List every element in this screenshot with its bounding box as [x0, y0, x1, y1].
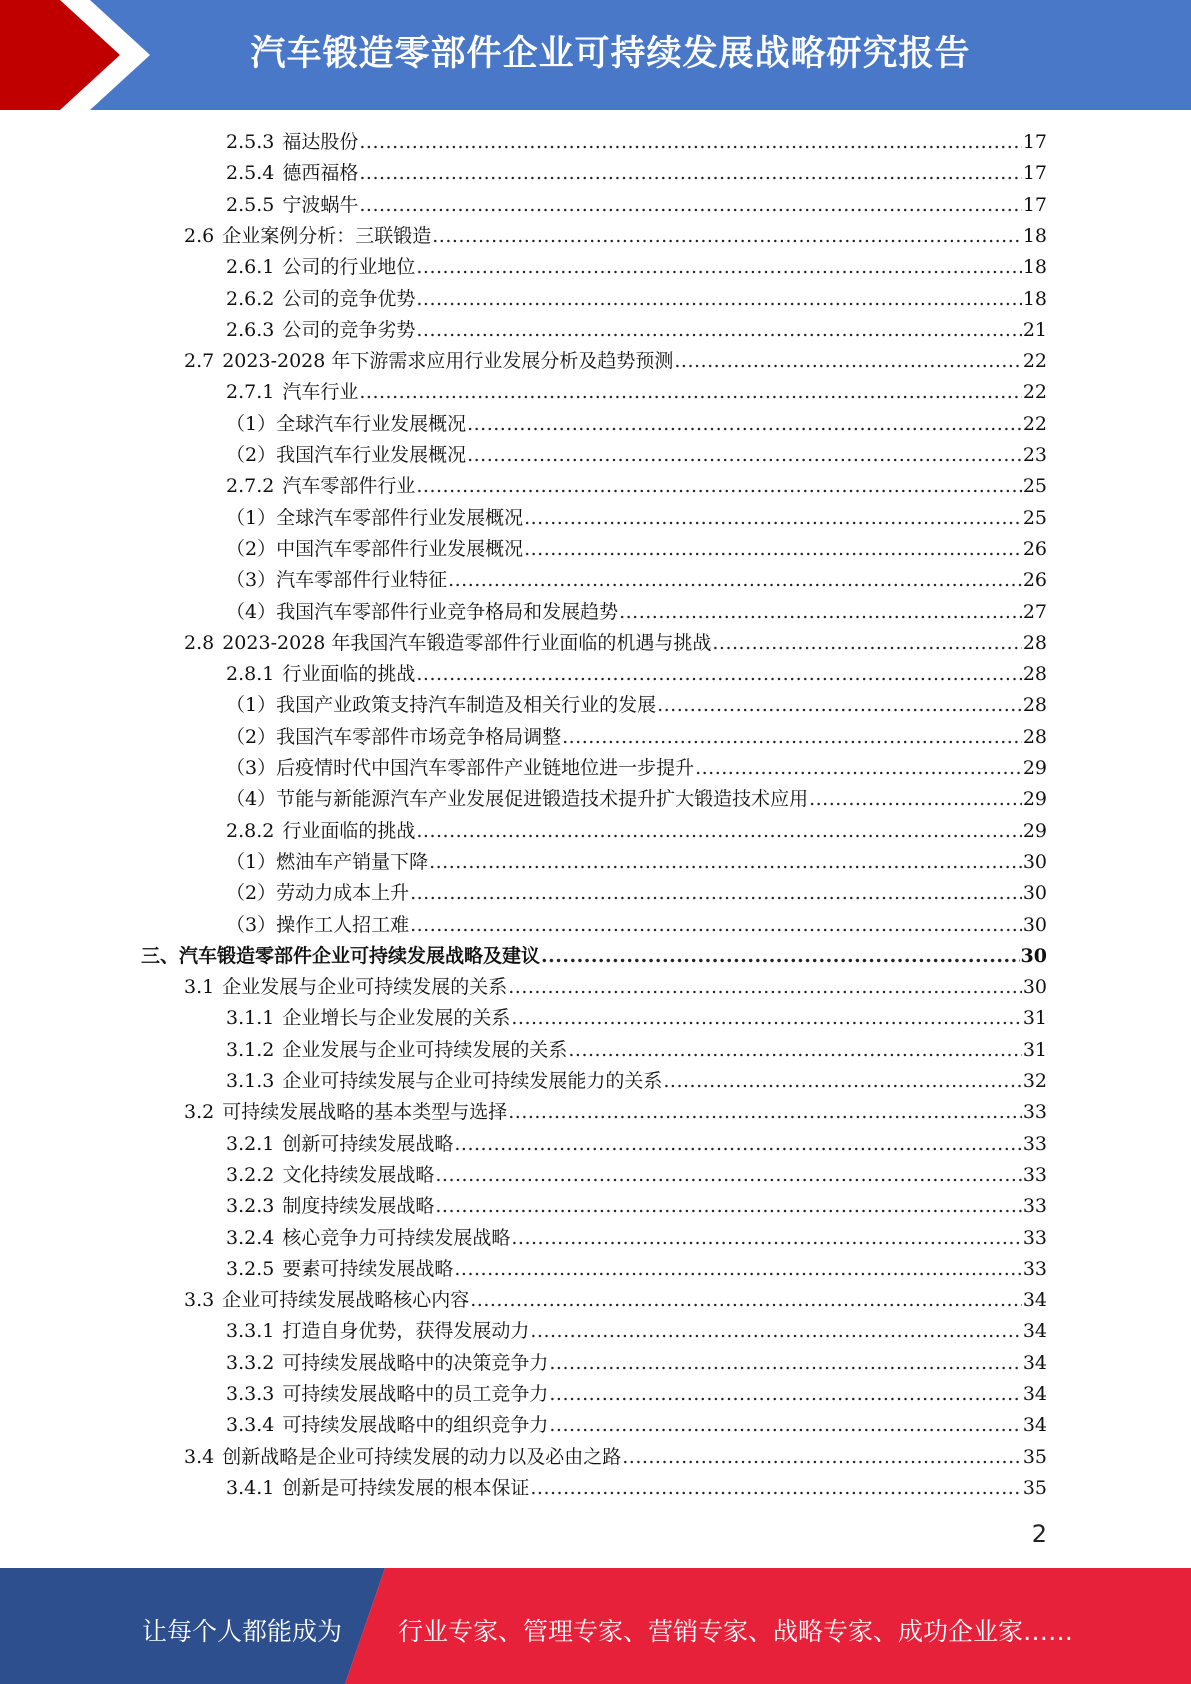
toc-leader-dots — [448, 569, 1022, 591]
toc-entry-number: 3.1.3 — [226, 1070, 275, 1092]
toc-entry[interactable] — [226, 659, 1047, 690]
page-header — [0, 0, 1191, 110]
toc-entry-number: 3.3.1 — [226, 1320, 275, 1343]
toc-entry-page: 34 — [1022, 1351, 1047, 1374]
toc-leader-dots — [511, 1007, 1021, 1029]
toc-entry-title: 行业面临的挑战 — [282, 663, 416, 686]
toc-entry-page: 30 — [1020, 944, 1047, 967]
toc-entry-title: 三、汽车锻造零部件企业可持续发展战略及建议 — [141, 944, 541, 967]
toc-entry-title: 企业可持续发展与企业可持续发展能力的关系 — [282, 1070, 663, 1092]
toc-entry-page: 30 — [1022, 882, 1047, 905]
toc-leader-dots — [511, 1227, 1021, 1249]
toc-entry-title: 制度持续发展战略 — [282, 1195, 435, 1218]
toc-entry-page: 34 — [1022, 1320, 1047, 1343]
toc-leader-dots — [524, 538, 1022, 560]
toc-entry-number: 2.7.1 — [226, 381, 275, 404]
toc-entry-number: 3.2.3 — [226, 1195, 275, 1218]
toc-entry-page: 29 — [1022, 788, 1047, 811]
toc-entry[interactable] — [226, 1160, 1047, 1191]
toc-leader-dots — [435, 1164, 1021, 1186]
toc-entry-title: 可持续发展战略中的组织竞争力 — [282, 1414, 549, 1437]
toc-leader-dots — [416, 820, 1021, 842]
toc-leader-dots — [530, 1477, 1021, 1499]
toc-entry-number: 2.6.2 — [226, 287, 275, 310]
footer-slogan-left: 让每个人都能成为 — [142, 1617, 343, 1646]
toc-entry-page: 21 — [1022, 318, 1047, 341]
toc-entry-title: （1）燃油车产销量下降 — [226, 850, 429, 873]
toc-entry-page: 22 — [1022, 381, 1047, 404]
toc-leader-dots — [429, 851, 1022, 873]
toc-entry[interactable] — [226, 1003, 1047, 1034]
toc-entry-page: 33 — [1022, 1101, 1047, 1124]
toc-entry-number: 2.6 — [184, 224, 215, 247]
toc-entry-page: 29 — [1022, 819, 1047, 842]
toc-entry[interactable] — [226, 722, 1047, 753]
toc-leader-dots — [809, 788, 1022, 810]
toc-entry-number: 2.6.1 — [226, 256, 275, 279]
toc-entry-number: 3.4 — [184, 1445, 215, 1468]
toc-leader-dots — [568, 1039, 1021, 1061]
toc-entry-title: 宁波蜗牛 — [282, 193, 359, 216]
toc-entry-title: （1）我国产业政策支持汽车制造及相关行业的发展 — [226, 694, 657, 717]
toc-entry-page: 34 — [1022, 1289, 1047, 1312]
toc-entry-number: 3.1 — [184, 976, 215, 999]
toc-entry-title: （4）节能与新能源汽车产业发展促进锻造技术提升扩大锻造技术应用 — [226, 788, 809, 811]
toc-entry-title: 要素可持续发展战略 — [282, 1257, 454, 1280]
toc-entry-page: 17 — [1022, 193, 1047, 216]
toc-entry-title: 公司的竞争劣势 — [282, 318, 416, 341]
toc-entry-title: 创新可持续发展战略 — [282, 1132, 454, 1155]
toc-entry-number: 3.1.1 — [226, 1007, 275, 1030]
toc-entry-number: 2.8.2 — [226, 819, 275, 842]
toc-entry-title: （4）我国汽车零部件行业竞争格局和发展趋势 — [226, 600, 619, 623]
toc-leader-dots — [470, 1289, 1022, 1311]
toc-entry-number: 2.6.3 — [226, 318, 275, 341]
toc-entry-title: （1）全球汽车行业发展概况 — [226, 412, 467, 435]
toc-entry-title: （1）全球汽车零部件行业发展概况 — [226, 506, 524, 529]
toc-entry-title: 可持续发展战略中的员工竞争力 — [282, 1383, 549, 1405]
toc-leader-dots — [508, 1101, 1022, 1123]
toc-leader-dots — [410, 914, 1022, 936]
toc-entry-title: （2）我国汽车行业发展概况 — [226, 444, 467, 466]
toc-leader-dots — [416, 475, 1021, 497]
toc-leader-dots — [674, 350, 1021, 372]
toc-entry[interactable] — [226, 1348, 1047, 1379]
toc-entry-page: 22 — [1022, 350, 1047, 373]
toc-entry-page: 22 — [1022, 412, 1047, 435]
toc-entry[interactable] — [226, 377, 1047, 408]
toc-leader-dots — [619, 601, 1022, 623]
toc-entry-title: 企业案例分析：三联锻造 — [222, 224, 432, 247]
toc-entry-page: 30 — [1022, 850, 1047, 873]
toc-leader-dots — [432, 225, 1022, 247]
toc-entry-number: 3.2.2 — [226, 1163, 275, 1186]
toc-entry-page: 33 — [1022, 1257, 1047, 1280]
toc-entry-page: 25 — [1022, 475, 1047, 498]
toc-leader-dots — [549, 1352, 1021, 1374]
toc-entry-number: 3.3.4 — [226, 1414, 275, 1437]
toc-entry[interactable] — [184, 1442, 1047, 1473]
toc-entry-page: 33 — [1022, 1132, 1047, 1155]
toc-entry-page: 29 — [1022, 757, 1047, 779]
toc-entry-page: 28 — [1022, 694, 1047, 717]
toc-entry-page: 18 — [1022, 287, 1047, 310]
toc-entry[interactable] — [226, 190, 1047, 221]
toc-entry-page: 27 — [1022, 600, 1047, 623]
toc-leader-dots — [467, 413, 1022, 435]
toc-entry-number: 3.2.5 — [226, 1257, 275, 1280]
toc-entry[interactable] — [226, 284, 1047, 315]
toc-entry-title: （2）中国汽车零部件行业发展概况 — [226, 537, 524, 560]
toc-leader-dots — [549, 1383, 1021, 1405]
toc-entry[interactable] — [226, 784, 1047, 815]
toc-leader-dots — [359, 131, 1021, 153]
toc-entry[interactable] — [226, 1223, 1047, 1254]
toc-entry-number: 2.5.5 — [226, 193, 275, 216]
toc-entry[interactable] — [226, 1410, 1047, 1441]
toc-entry[interactable] — [226, 1473, 1047, 1504]
toc-leader-dots — [416, 288, 1021, 310]
toc-entry-title: 可持续发展战略的基本类型与选择 — [222, 1101, 508, 1124]
toc-leader-dots — [435, 1195, 1021, 1217]
toc-entry[interactable] — [226, 503, 1047, 534]
toc-entry-number: 3.2.4 — [226, 1226, 275, 1249]
toc-entry[interactable] — [226, 1066, 1047, 1097]
footer-slogan-right: 行业专家、管理专家、营销专家、战略专家、成功企业家…… — [398, 1617, 1074, 1646]
toc-entry-title: （3）汽车零部件行业特征 — [226, 569, 448, 592]
toc-entry-page: 28 — [1022, 725, 1047, 748]
toc-entry-title: 行业面临的挑战 — [282, 819, 416, 842]
toc-entry[interactable] — [226, 690, 1047, 721]
toc-entry-title: 汽车行业 — [282, 381, 359, 404]
toc-leader-dots — [359, 162, 1021, 184]
toc-entry-title: 德西福格 — [282, 162, 359, 185]
toc-leader-dots — [416, 256, 1021, 278]
toc-entry[interactable] — [226, 252, 1047, 283]
toc-entry[interactable] — [226, 158, 1047, 189]
toc-entry-title: 可持续发展战略中的决策竞争力 — [282, 1351, 549, 1374]
toc-entry-number: 2.8 — [184, 631, 215, 654]
toc-entry-page: 34 — [1022, 1383, 1047, 1405]
toc-entry-page: 25 — [1022, 506, 1047, 529]
toc-leader-dots — [410, 882, 1022, 904]
toc-entry-number: 3.3.2 — [226, 1351, 275, 1374]
toc-entry-page: 28 — [1022, 631, 1047, 654]
toc-entry-title: 创新战略是企业可持续发展的动力以及必由之路 — [222, 1445, 622, 1468]
toc-leader-dots — [416, 663, 1021, 685]
toc-entry-title: 核心竞争力可持续发展战略 — [282, 1226, 511, 1249]
toc-entry-title: 福达股份 — [282, 131, 359, 153]
toc-entry-title: 企业发展与企业可持续发展的关系 — [282, 1038, 568, 1061]
toc-entry-title: （2）我国汽车零部件市场竞争格局调整 — [226, 725, 562, 748]
toc-entry-title: 企业发展与企业可持续发展的关系 — [222, 976, 508, 999]
toc-entry-page: 33 — [1022, 1163, 1047, 1186]
toc-entry-number: 3.2 — [184, 1101, 215, 1124]
toc-leader-dots — [467, 444, 1022, 466]
toc-entry-title: 2023-2028 年下游需求应用行业发展分析及趋势预测 — [222, 350, 674, 373]
toc-entry-title: 打造自身优势，获得发展动力 — [282, 1320, 530, 1343]
toc-entry[interactable] — [184, 1285, 1047, 1316]
toc-entry-page: 30 — [1022, 913, 1047, 936]
toc-entry-page: 18 — [1022, 256, 1047, 279]
toc-entry[interactable] — [226, 597, 1047, 628]
toc-entry-page: 31 — [1022, 1007, 1047, 1030]
toc-entry[interactable] — [226, 1254, 1047, 1285]
toc-entry-number: 3.3.3 — [226, 1383, 275, 1405]
toc-entry-number: 3.1.2 — [226, 1038, 275, 1061]
toc-entry-number: 3.3 — [184, 1289, 215, 1312]
toc-entry-page: 33 — [1022, 1226, 1047, 1249]
toc-entry-title: （2）劳动力成本上升 — [226, 882, 410, 905]
toc-entry-page: 18 — [1022, 224, 1047, 247]
page-footer — [0, 1568, 1191, 1684]
toc-entry-page: 26 — [1022, 537, 1047, 560]
toc-entry-page: 31 — [1022, 1038, 1047, 1061]
toc-entry-number: 2.7.2 — [226, 475, 275, 498]
toc-leader-dots — [359, 381, 1021, 403]
toc-entry-page: 32 — [1022, 1070, 1047, 1092]
toc-entry-title: 汽车零部件行业 — [282, 475, 416, 498]
toc-leader-dots — [524, 507, 1022, 529]
toc-entry-number: 3.2.1 — [226, 1132, 275, 1155]
toc-entry-title: 文化持续发展战略 — [282, 1163, 435, 1186]
toc-entry-title: 公司的行业地位 — [282, 256, 416, 279]
toc-leader-dots — [359, 194, 1021, 216]
toc-entry[interactable] — [226, 1316, 1047, 1347]
toc-entry[interactable] — [184, 972, 1047, 1003]
toc-entry-page: 34 — [1022, 1414, 1047, 1437]
toc-entry[interactable] — [226, 1129, 1047, 1160]
toc-entry-page: 35 — [1022, 1445, 1047, 1468]
toc-entry-title: 创新是可持续发展的根本保证 — [282, 1476, 530, 1499]
toc-entry-page: 33 — [1022, 1195, 1047, 1218]
toc-entry[interactable] — [226, 565, 1047, 596]
toc-entry-title: （3）后疫情时代中国汽车零部件产业链地位进一步提升 — [226, 757, 695, 779]
toc-entry[interactable] — [184, 1097, 1047, 1128]
toc-entry-number: 2.5.3 — [226, 131, 275, 153]
toc-entry-title: （3）操作工人招工难 — [226, 913, 410, 936]
toc-entry[interactable] — [184, 628, 1047, 659]
toc-entry[interactable] — [226, 440, 1047, 471]
toc-entry[interactable] — [226, 1379, 1047, 1410]
toc-entry-number: 3.4.1 — [226, 1476, 275, 1499]
toc-entry[interactable] — [226, 534, 1047, 565]
toc-entry[interactable] — [226, 1191, 1047, 1222]
toc-entry-page: 35 — [1022, 1476, 1047, 1499]
toc-leader-dots — [712, 632, 1021, 654]
report-title: 汽车锻造零部件企业可持续发展战略研究报告 — [250, 34, 971, 74]
toc-leader-dots — [663, 1070, 1021, 1092]
toc-entry[interactable] — [226, 847, 1047, 878]
toc-entry[interactable] — [226, 315, 1047, 346]
toc-leader-dots — [530, 1320, 1021, 1342]
toc-leader-dots — [657, 694, 1022, 716]
toc-entry[interactable] — [226, 878, 1047, 909]
toc-entry-page: 17 — [1022, 131, 1047, 153]
toc-entry[interactable] — [141, 941, 1047, 972]
toc-entry[interactable] — [226, 471, 1047, 502]
toc-entry-number: 2.5.4 — [226, 162, 275, 185]
toc-leader-dots — [549, 1414, 1021, 1436]
toc-entry[interactable] — [184, 221, 1047, 252]
toc-entry-page: 17 — [1022, 162, 1047, 185]
toc-leader-dots — [562, 726, 1022, 748]
toc-leader-dots — [541, 945, 1020, 967]
toc-entry[interactable] — [226, 816, 1047, 847]
toc-entry-number: 2.8.1 — [226, 663, 275, 686]
toc-entry-title: 企业增长与企业发展的关系 — [282, 1007, 511, 1030]
toc-entry-page: 23 — [1022, 444, 1047, 466]
toc-leader-dots — [622, 1446, 1022, 1468]
toc-entry[interactable] — [226, 910, 1047, 941]
toc-leader-dots — [508, 976, 1022, 998]
toc-entry[interactable] — [226, 753, 1047, 784]
toc-leader-dots — [695, 757, 1022, 779]
toc-leader-dots — [416, 319, 1021, 341]
toc-leader-dots — [454, 1133, 1021, 1155]
toc-leader-dots — [454, 1258, 1021, 1280]
toc-entry-page: 28 — [1022, 663, 1047, 686]
page-number: 2 — [1031, 1520, 1047, 1548]
toc-entry[interactable] — [226, 1035, 1047, 1066]
toc-entry-page: 30 — [1022, 976, 1047, 999]
toc-entry-title: 公司的竞争优势 — [282, 287, 416, 310]
toc-entry[interactable] — [226, 127, 1047, 158]
toc-entry[interactable] — [184, 346, 1047, 377]
toc-entry-number: 2.7 — [184, 350, 215, 373]
toc-entry-page: 26 — [1022, 569, 1047, 592]
toc-entry-title: 2023-2028 年我国汽车锻造零部件行业面临的机遇与挑战 — [222, 631, 712, 654]
toc-entry-title: 企业可持续发展战略核心内容 — [222, 1289, 470, 1312]
toc-entry[interactable] — [226, 409, 1047, 440]
